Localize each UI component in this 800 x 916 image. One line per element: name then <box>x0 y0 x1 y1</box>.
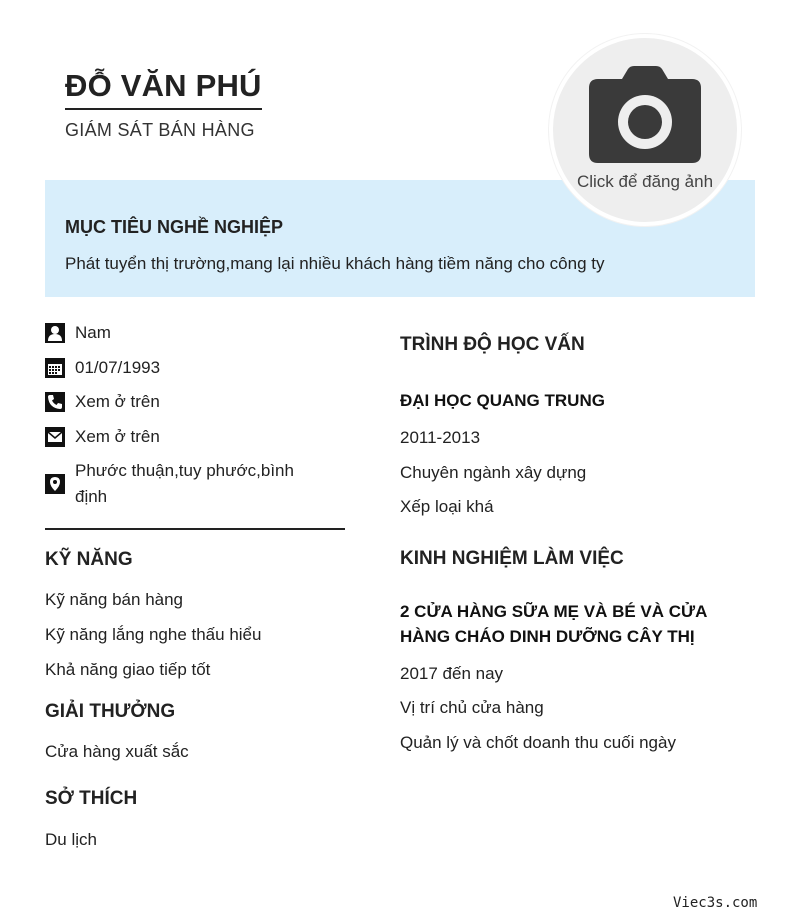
birthday-value: 01/07/1993 <box>75 358 161 377</box>
photo-upload-caption: Click để đăng ảnh <box>576 172 714 191</box>
education-period: 2011-2013 <box>400 428 481 447</box>
site-watermark: Viec3s.com <box>673 895 758 911</box>
location-pin-icon <box>45 474 65 494</box>
contact-email <box>45 424 345 450</box>
awards-heading: GIẢI THƯỞNG <box>45 701 176 722</box>
email-value: Xem ở trên <box>75 427 160 446</box>
objective-heading: MỤC TIÊU NGHỀ NGHIỆP <box>65 217 284 237</box>
skill-item: Kỹ năng bán hàng <box>45 590 184 609</box>
experience-duty: Quản lý và chốt doanh thu cuối ngày <box>400 733 676 752</box>
objective-text: Phát tuyển thị trường,mang lại nhiều khách hàng tiềm năng cho công ty <box>65 254 605 273</box>
contact-gender <box>45 320 345 346</box>
envelope-icon <box>45 427 65 447</box>
person-icon <box>45 323 65 343</box>
contact-birthday <box>45 355 345 381</box>
photo-upload-button[interactable] <box>549 34 741 226</box>
contact-phone <box>45 389 345 415</box>
contact-address <box>45 458 345 510</box>
award-item: Cửa hàng xuất sắc <box>45 742 189 761</box>
experience-heading: KINH NGHIỆM LÀM VIỆC <box>400 548 624 569</box>
experience-position: Vị trí chủ cửa hàng <box>400 698 544 717</box>
experience-company: 2 CỬA HÀNG SỮA MẸ VÀ BÉ VÀ CỬA HÀNG CHÁO DINH DƯỠNG CÂY THỊ <box>400 602 707 646</box>
gender-value: Nam <box>75 323 111 342</box>
candidate-name: ĐỖ VĂN PHÚ <box>65 68 262 110</box>
skill-item: Khả năng giao tiếp tốt <box>45 660 211 679</box>
skill-item: Kỹ năng lắng nghe thấu hiểu <box>45 625 262 644</box>
camera-icon <box>588 63 702 163</box>
phone-icon <box>45 392 65 412</box>
education-grade: Xếp loại khá <box>400 497 494 516</box>
experience-period: 2017 đến nay <box>400 664 504 683</box>
education-heading: TRÌNH ĐỘ HỌC VẤN <box>400 334 585 355</box>
phone-value: Xem ở trên <box>75 392 160 411</box>
job-title: GIÁM SÁT BÁN HÀNG <box>65 120 255 140</box>
skills-heading: KỸ NĂNG <box>45 549 133 570</box>
hobbies-heading: SỞ THÍCH <box>45 788 138 809</box>
contact-divider <box>45 528 345 530</box>
education-major: Chuyên ngành xây dựng <box>400 463 587 482</box>
school-name: ĐẠI HỌC QUANG TRUNG <box>400 391 605 410</box>
hobby-item: Du lịch <box>45 830 97 849</box>
calendar-icon <box>45 358 65 378</box>
address-value: Phước thuận,tuy phước,bình định <box>75 461 294 506</box>
